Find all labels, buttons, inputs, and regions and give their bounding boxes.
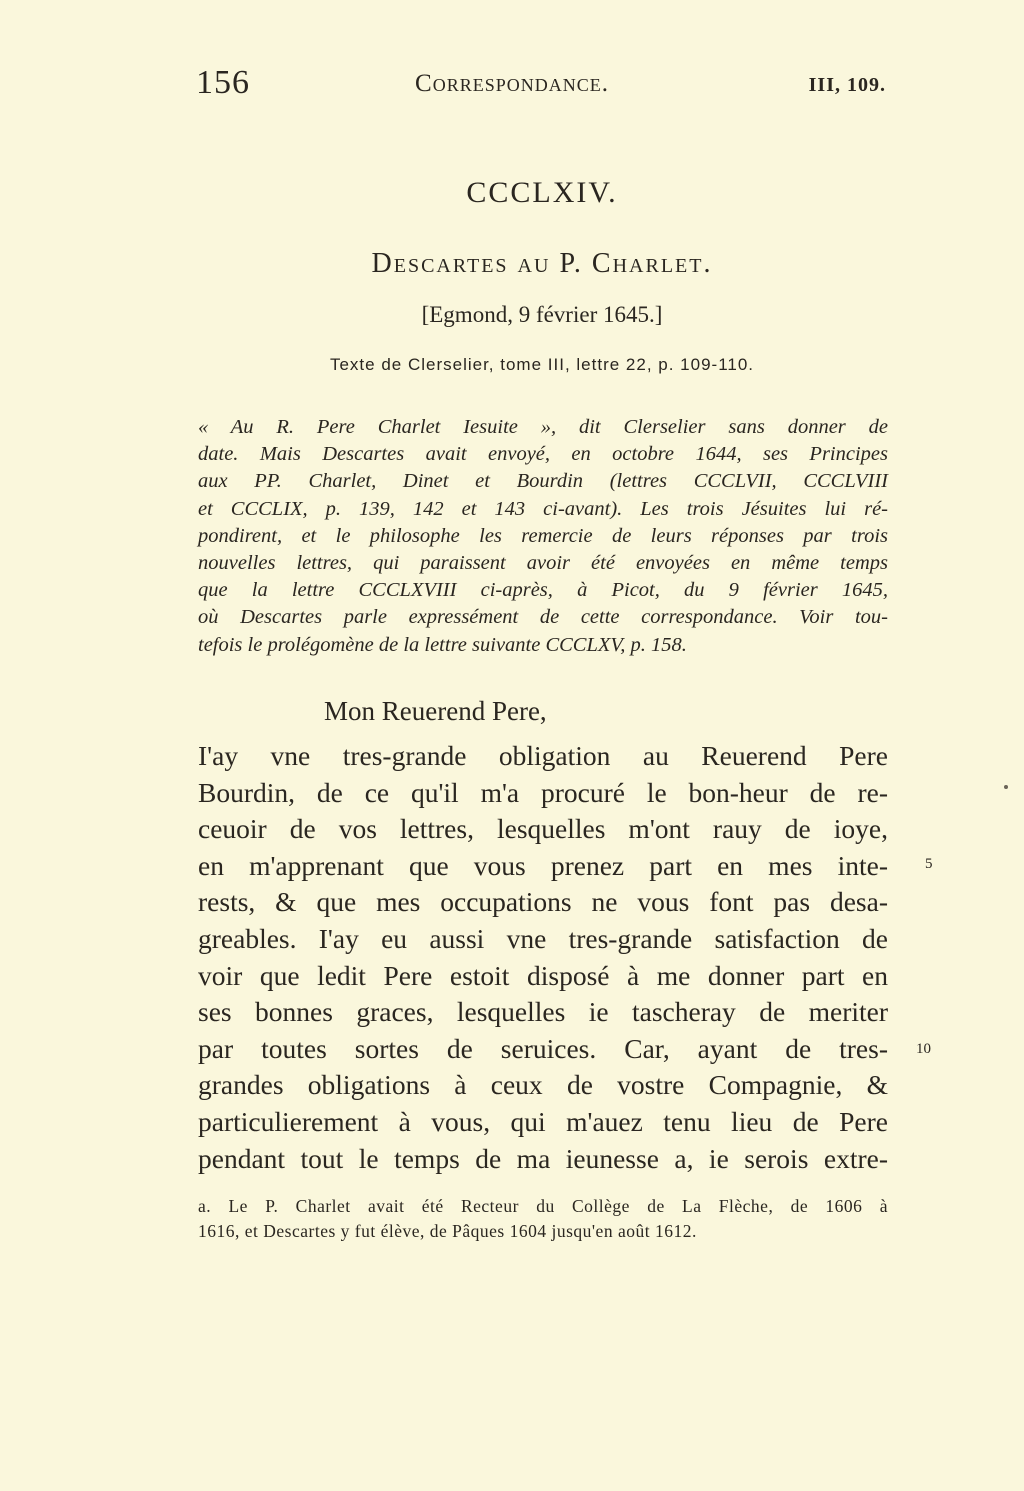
- line-number-5: 5: [925, 856, 933, 872]
- body-line: en m'apprenant que vous prenez part en mes inte-: [198, 849, 888, 881]
- body-line: voir que ledit Pere estoit disposé à me donner part en: [198, 959, 888, 991]
- page-number: 156: [196, 64, 250, 101]
- body-line: pendant tout le temps de ma ieunesse a, ie serois extre-: [198, 1142, 888, 1174]
- salutation: Mon Reuerend Pere,: [324, 696, 547, 726]
- letter-heading: Descartes au P. Charlet.: [371, 248, 713, 279]
- body-line: ceuoir de vos lettres, lesquelles m'ont rauy de ioye,: [198, 813, 888, 845]
- body-line: Bourdin, de ce qu'il m'a procuré le bon-heur de re-: [198, 776, 888, 808]
- intro-line: et CCCLIX, p. 139, 142 et 143 ci-avant). Les trois Jésuites lui ré-: [198, 497, 888, 520]
- letter-number: CCCLXIV.: [466, 176, 618, 209]
- intro-line: aux PP. Charlet, Dinet et Bourdin (lettres CCCLVII, CCCLVIII: [198, 470, 888, 493]
- body-line: grandes obligations à ceux de vostre Compagnie, &: [198, 1069, 888, 1101]
- ink-speck: [1004, 785, 1008, 789]
- body-line: rests, & que mes occupations ne vous font pas desa-: [198, 886, 888, 918]
- line-number-10: 10: [916, 1041, 931, 1057]
- footnote-line: a. Le P. Charlet avait été Recteur du Collège de La Flèche, de 1606 à: [198, 1196, 888, 1216]
- source-page-reference: III, 109.: [808, 74, 886, 96]
- editorial-introduction: [198, 414, 888, 659]
- intro-line: « Au R. Pere Charlet Iesuite », dit Clerselier sans donner de: [198, 416, 888, 438]
- intro-line: où Descartes parle expressément de cette correspondance. Voir tou-: [198, 606, 888, 629]
- intro-line: pondirent, et le philosophe les remercie de leurs réponses par trois: [198, 524, 888, 547]
- intro-line: date. Mais Descartes avait envoyé, en octobre 1644, ses Principes: [198, 443, 888, 466]
- footnote-line: 1616, et Descartes y fut élève, de Pâques 1604 jusqu'en août 1612.: [198, 1221, 697, 1241]
- letter-body: [198, 738, 888, 1177]
- source-note: Texte de Clerselier, tome III, lettre 22, p. 109-110.: [329, 355, 755, 374]
- body-line: particulierement à vous, qui m'auez tenu lieu de Pere: [198, 1105, 888, 1137]
- footnote: [198, 1194, 888, 1244]
- letter-place-date: [Egmond, 9 février 1645.]: [421, 302, 663, 327]
- body-line: ses bonnes graces, lesquelles ie tascheray de meriter: [198, 996, 888, 1028]
- body-line: greables. I'ay eu aussi vne tres-grande satisfaction de: [198, 922, 888, 954]
- running-title: Correspondance.: [415, 70, 609, 97]
- intro-line: tefois le prolégomène de la lettre suivante CCCLXV, p. 158.: [198, 633, 687, 656]
- intro-line: que la lettre CCCLXVIII ci-après, à Picot, du 9 février 1645,: [198, 579, 888, 602]
- intro-line: nouvelles lettres, qui paraissent avoir été envoyées en même temps: [198, 552, 888, 575]
- body-line: I'ay vne tres-grande obligation au Reuerend Pere: [198, 740, 888, 771]
- body-line: par toutes sortes de seruices. Car, ayant de tres-: [198, 1032, 888, 1064]
